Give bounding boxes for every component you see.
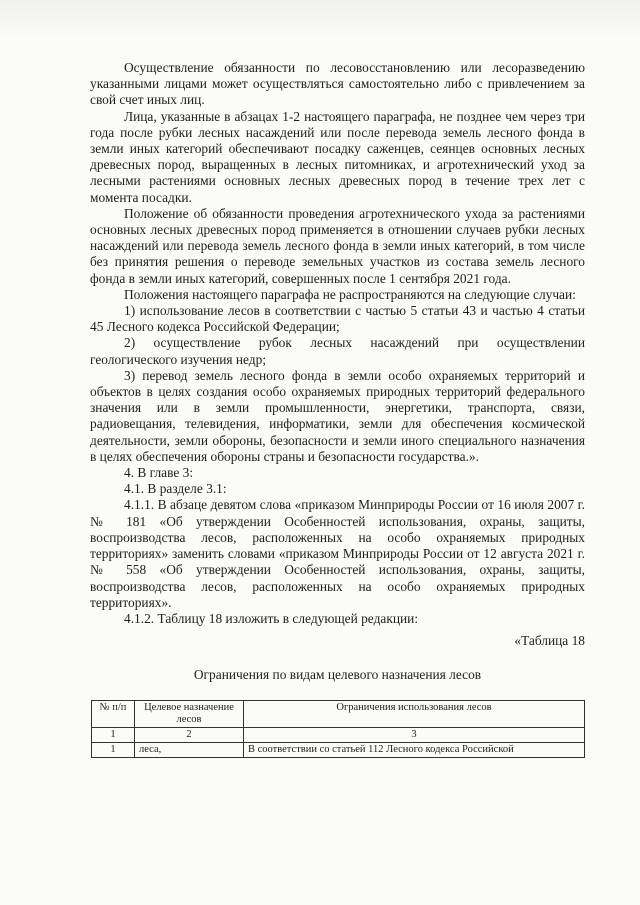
paragraph: Положения настоящего параграфа не распространяются на следующие случаи:: [124, 286, 576, 302]
paragraph: 4.1.2. Таблицу 18 изложить в следующей редакции:: [124, 610, 419, 626]
table-cell: 1: [92, 742, 135, 757]
paragraph: Осуществление обязанности по лесовосстановлению или лесоразведению указанными лицами может осуществляться самостоятельно либо с привлечением за свой счет иных лиц.: [90, 60, 585, 108]
table-reference: «Таблица 18: [514, 633, 585, 649]
table-caption: Ограничения по видам целевого назначения лесов: [193, 667, 482, 683]
table-cell: 3: [244, 727, 585, 742]
paragraph: Лица, указанные в абзацах 1-2 настоящего параграфа, не позднее чем через три года после рубки лесных насаждений или после перевода земель лесного фонда в земли иных категорий обеспечивают посадку саженцев, сеянцев основных лесных древесных пород, выращенных в лесных питомниках, и агротехнический уход за лесными растениями основных лесных древесных пород в течение трех лет с момента посадки.: [90, 108, 585, 205]
document-body: [90, 60, 585, 758]
table-cell: 1: [92, 727, 135, 742]
table-numbering-row: [92, 727, 585, 742]
table-header-cell: № п/п: [92, 700, 135, 727]
table-header-cell: Целевое назначение лесов: [135, 700, 244, 727]
scan-shadow: [0, 0, 640, 40]
paragraph: 4.1.1. В абзаце девятом слова «приказом Минприроды России от 16 июля 2007 г. № 181 «Об утверждении Особенностей использования, охраны, защиты, воспроизводства лесов, расположенных на особо охраняемых природных территориях» заменить словами «приказом Минприроды России от 12 августа 2021 г. № 558 «Об утверждении Особенностей использования, охраны, защиты, воспроизводства лесов, расположенных на особо охраняемых природных территориях».: [90, 497, 585, 610]
paragraph: Положение об обязанности проведения агротехнического ухода за растениями основных лесных древесных пород применяется в отношении случаев рубки лесных насаждений или перевода земель лесного фонда в земли иных категорий, в том числе без принятия решения о переводе земельных участков из состава земель лесного фонда в земли иных категорий, совершенных после 1 сентября 2021 года.: [90, 205, 585, 286]
table-cell: 2: [135, 727, 244, 742]
restrictions-table: [91, 700, 585, 758]
table-header-cell: Ограничения использования лесов: [244, 700, 585, 727]
table-header-row: [92, 700, 585, 727]
table-cell: В соответствии со статьей 112 Лесного кодекса Российской: [244, 742, 585, 757]
table-row: [92, 742, 585, 757]
list-item: 2) осуществление рубок лесных насаждений при осуществлении геологического изучения недр;: [90, 335, 585, 367]
list-item: 1) использование лесов в соответствии с частью 5 статьи 43 и частью 4 статьи 45 Лесного кодекса Российской Федерации;: [90, 303, 585, 335]
table-cell: леса,: [135, 742, 244, 757]
section-heading: 4. В главе 3:: [124, 465, 194, 481]
list-item: 3) перевод земель лесного фонда в земли особо охраняемых территорий и объектов в целях создания особо охраняемых природных территорий федерального значения или в земли промышленности, энергетики, транспорта, связи, радиовещания, телевидения, информатики, земли для обеспечения космической деятельности, земли обороны, безопасности и земли иного специального назначения в целях обеспечения обороны страны и безопасности государства.».: [90, 367, 585, 464]
subsection-heading: 4.1. В разделе 3.1:: [124, 481, 227, 497]
